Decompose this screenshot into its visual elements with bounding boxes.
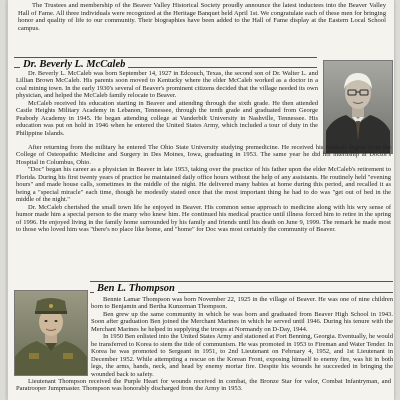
mccaleb-section-header: [14, 57, 317, 71]
mccaleb-paragraph-4: "Doc" began his career as a physician in Beaver in late 1953, taking over the practice of his father upon the elder McCaleb's retirement to Florida. During his first twenty years of practice he maintained daily office hours without the help of any assistants. He routinely held "evening hours" and made house calls, sometimes in the middle of the night. He delivered many babies at home during this period, and recalled it as being a "special miracle" each time, though he modestly stated once that the most important thing he had to do was "get out of bed in the middle of the night.": [16, 166, 391, 204]
thompson-paragraph-3: In 1950 Ben enlisted into the United States Army and stationed at Fort Benning, Georgia. Eventually, he would be transferred to Korea to stem the tide of communism. He was promoted in 1953 to Fireman and Water Tender. In Korea he was promoted to Sergeant in 1951, to 2nd Lieutenant on February 4, 1952, and 1st Lieutenant in December 1952. While attempting a rescue on the Korean Front, exposing himself to enemy fire, was hit in both legs, the arms, hands, neck, and head by enemy mortar fire. Despite his wounds he succeeded in bringing the wounded back to safety.: [91, 333, 393, 378]
thompson-bio-top: [91, 296, 393, 378]
thompson-portrait-photo: [14, 290, 88, 376]
mccaleb-name: Dr. Beverly L. McCaleb: [20, 59, 128, 71]
mccaleb-portrait-photo: [323, 60, 393, 154]
mccaleb-bio-bottom: [16, 144, 391, 233]
thompson-paragraph-1: Bennie Lamar Thompson was born November 22, 1925 in the village of Beaver. He was one of nine children born to Benjamin and Bertha Kunzeman Thompson.: [91, 296, 393, 311]
mccaleb-paragraph-2: McCaleb received his education starting in Beaver and attending through the sixth grade. He then attended Castle Heights Military Academy in Lebanon, Tennessee, through the tenth grade and graduated from George Peabody Academy in 1945. He began attending college at Vanderbilt University in Nashville, Tennessee. His education was put on hold in 1946 when he entered the United States Army, which included a tour of duty in the Philippine Islands.: [16, 99, 318, 137]
thompson-name: Ben L. Thompson: [94, 283, 178, 295]
intro-paragraph: The Trustees and membership of the Beaver Valley Historical Society proudly announce the latest inductees into the Beaver Valley Hall of Fame. All three individuals were recognized at the Heritage Banquet held April 1st. We congratulate each of these men for bringing honor and quality of life to our community. Their biographies have been added to the Hall of Fame display at the Eastern Local School campus.: [18, 2, 386, 32]
thompson-paragraph-2: Ben grew up the same community in which he was born and graduated from Beaver High School in 1943. Soon after graduation Ben joined the Merchant Marines in which he served until 1946. During his tenure with the Merchant Marines he helped in supplying the troops at Normandy on D-Day, 1944.: [91, 310, 393, 333]
mccaleb-bio-top: [16, 70, 318, 137]
mccaleb-paragraph-5: Dr. McCaleb cherished the small town life he enjoyed in Beaver. His common sense approach to medicine along with his wry sense of humor made him a special person to the many who knew him. He continued his medical practice until illness forced him to retire in the spring of 1996. He enjoyed living in the family home surrounded by his family and friends until his death on June 9, 1999. The remark he made most to those who loved him was "there's no place like home, and "home" for Doc was most certainly the community of Beaver.: [16, 203, 391, 233]
mccaleb-paragraph-1: Dr. Beverly L. McCaleb was born September 14, 1927 in Edcouch, Texas, the second son of Dr. Walter L. and Lillian Brown McCaleb. His parents soon moved to Kentucky where the elder McCaleb worked as a doctor in a coal mining town. In the early 1930's several of Beaver's prominent citizens decided that the village needed its own physician, and helped the McCaleb family relocate to Beaver.: [16, 70, 318, 100]
newsletter-page: [7, 0, 394, 400]
thompson-bio-bottom: [16, 378, 391, 393]
thompson-paragraph-4: Lieutenant Thompson received the Purple Heart for wounds received in combat, the Bronze Star for valor, Combat Infantryman, and Paratrooper Jumpmaster. Thompson was honorably discharged from the Army in 1953.: [16, 378, 391, 393]
thompson-section-header: [90, 281, 393, 296]
mccaleb-paragraph-3: After returning from the military he entered The Ohio State University studying premedicine. He received his medical degree from the College of Osteopathic Medicine and Surgery in Des Moines, Iowa, graduating in 1953. The same year he did his internship at Doctor's Hospital in Columbus, Ohio.: [16, 144, 391, 166]
